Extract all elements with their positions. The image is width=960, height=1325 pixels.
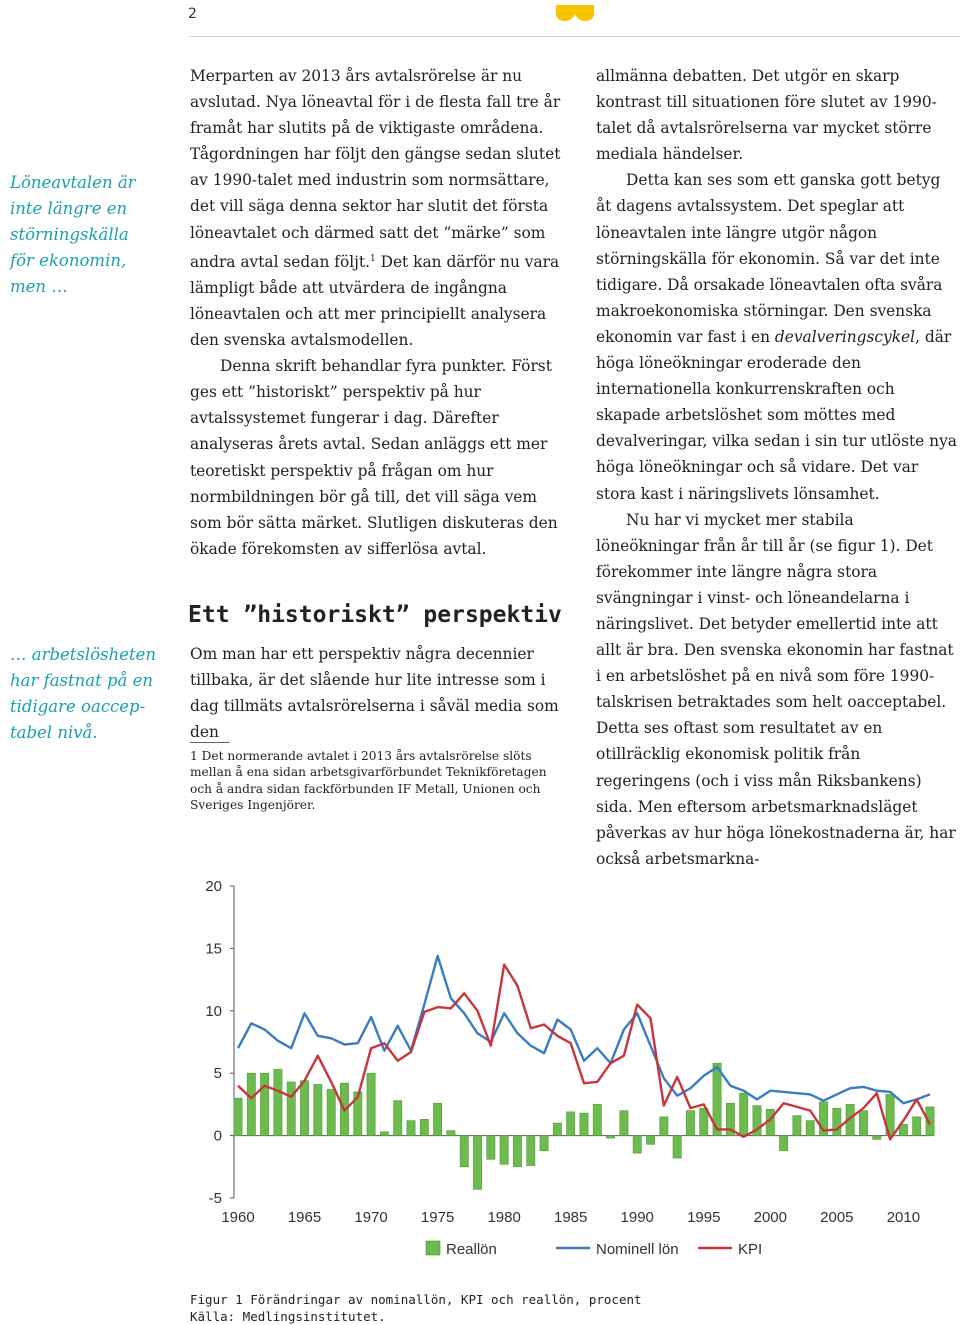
- y-tick-label: 5: [213, 1065, 222, 1083]
- text-column-left: [190, 63, 562, 562]
- bar-reallon: [527, 1136, 535, 1166]
- sidenote-line: … arbetslösheten: [10, 645, 156, 664]
- legend-label: KPI: [738, 1241, 763, 1258]
- bar-reallon: [606, 1136, 614, 1138]
- bar-reallon: [873, 1136, 881, 1140]
- bar-reallon: [620, 1111, 628, 1136]
- sidenote-line: för ekonomin,: [10, 251, 127, 270]
- x-tick-label: 2010: [886, 1209, 921, 1226]
- bar-reallon: [300, 1081, 308, 1136]
- x-tick-label: 1980: [487, 1209, 521, 1226]
- legend-swatch: [426, 1241, 440, 1255]
- paragraph: Om man har ett perspektiv några decennier tillbaka, är det slående hur lite intresse som i dag tillmäts avtalsrörelserna i såväl media som den: [190, 645, 559, 742]
- bar-reallon: [234, 1098, 242, 1135]
- sidenote-line: störningskälla: [10, 225, 129, 244]
- bar-reallon: [553, 1123, 561, 1135]
- paragraph-text: Det kan därför nu vara lämpligt både att utvärdera de ingångna löneavtalen och att mer principiellt analysera den svenska avtalsmodellen.: [190, 252, 560, 350]
- x-tick-label: 2005: [820, 1209, 854, 1226]
- bar-reallon: [779, 1136, 787, 1151]
- page-number: 2: [188, 6, 197, 22]
- bar-reallon: [274, 1069, 282, 1135]
- bar-reallon: [460, 1136, 468, 1167]
- bar-reallon: [500, 1136, 508, 1165]
- footnote-ref: 1: [369, 253, 376, 264]
- bar-reallon: [567, 1112, 575, 1136]
- x-tick-label: 1985: [554, 1209, 588, 1226]
- sidenote-bottom: [10, 642, 180, 746]
- wage-change-chart: [190, 870, 950, 1270]
- y-tick-label: 10: [205, 1002, 222, 1020]
- bar-reallon: [487, 1136, 495, 1160]
- sidenote-line: har fastnat på en: [10, 671, 154, 690]
- legend-label: Reallön: [446, 1241, 497, 1258]
- bar-reallon: [673, 1136, 681, 1158]
- footnote-divider: [190, 742, 230, 743]
- bar-reallon: [327, 1089, 335, 1135]
- legend-label: Nominell lön: [596, 1241, 679, 1258]
- header-divider: [188, 36, 960, 37]
- y-tick-label: 20: [205, 878, 222, 895]
- emphasis-term: devalveringscykel: [774, 327, 916, 346]
- text-column-left-continued: [190, 641, 562, 745]
- paragraph: allmänna debatten. Det utgör en skarp kontrast till situationen före slutet av 1990-talet då avtalsrörelserna var mycket större mediala händelser.: [596, 67, 937, 164]
- sidenote-line: tabel nivå.: [10, 723, 98, 742]
- section-heading: Ett ”historiskt” perspektiv: [188, 602, 562, 628]
- footnote-text: 1 Det normerande avtalet i 2013 års avtalsrörelse slöts mellan å ena sidan arbetsgivarförbundet Teknikföretagen och å andra sidan fackförbunden IF Metall, Unionen och Sveriges Ingenjörer.: [190, 749, 547, 812]
- bar-reallon: [260, 1073, 268, 1135]
- y-tick-label: 0: [213, 1127, 222, 1145]
- bar-reallon: [580, 1113, 588, 1135]
- bar-reallon: [686, 1111, 694, 1136]
- figure-source: Källa: Medlingsinstitutet.: [190, 1309, 386, 1324]
- bar-reallon: [367, 1073, 375, 1135]
- sidenote-line: tidigare oaccep-: [10, 697, 146, 716]
- bar-reallon: [859, 1111, 867, 1136]
- publisher-logo: [554, 3, 596, 23]
- x-tick-label: 1975: [420, 1209, 455, 1226]
- sidenote-line: men …: [10, 277, 68, 296]
- bar-reallon: [287, 1082, 295, 1136]
- bar-reallon: [660, 1117, 668, 1136]
- y-tick-label: -5: [208, 1190, 222, 1207]
- y-tick-label: 15: [205, 940, 222, 958]
- bar-reallon: [433, 1103, 441, 1135]
- x-tick-label: 2000: [753, 1209, 787, 1226]
- paragraph-text: Detta kan ses som ett ganska gott betyg åt dagens avtalssystem. Det speglar att löneavtalen inte längre utgör någon störningskälla för ekonomin. Så var det inte tidigare. Då orsakade löneavtalen ofta svåra makroekonomiska störningar. Den svenska ekonomin var fast i en: [596, 171, 943, 346]
- bar-reallon: [513, 1136, 521, 1167]
- paragraph: Nu har vi mycket mer stabila löneökningar från år till år (se figur 1). Det förekommer inte längre några stora svängningar i vinst- och löneandelarna i näringslivet. Det betyder emellertid inte att allt är bra. Den svenska ekonomin har fastnat i en arbetslöshet på en nivå som före 1990-talskrisen betraktades som helt oacceptabel. Detta ses oftast som resultatet av en otillräcklig ekonomisk politik från regeringens (och i viss mån Riksbankens) sida. Men eftersom arbetsmarknadsläget påverkas av hur höga lönekostnaderna är, har också arbetsmarkna-: [596, 510, 956, 868]
- bar-reallon: [806, 1121, 814, 1136]
- x-tick-label: 1990: [620, 1209, 654, 1226]
- paragraph: Denna skrift behandlar fyra punkter. Först ges ett ”historiskt” perspektiv på hur avtalssystemet fungerar i dag. Därefter analyseras årets avtal. Sedan anläggs ett mer teoretiskt perspektiv på frågan om hur normbildningen bör gå till, det vill säga vem som bör sätta märket. Slutligen diskuteras den ökade förekomsten av sifferlösa avtal.: [190, 357, 558, 558]
- bar-reallon: [740, 1093, 748, 1135]
- bar-reallon: [247, 1073, 255, 1135]
- x-tick-label: 1995: [687, 1209, 721, 1226]
- bar-reallon: [473, 1136, 481, 1190]
- sidenote-top: [10, 170, 175, 300]
- bar-reallon: [633, 1136, 641, 1153]
- bar-reallon: [447, 1131, 455, 1136]
- bar-reallon: [793, 1116, 801, 1136]
- paragraph-text: , där höga löneökningar eroderade den internationella konkurrenskraften och skapade arbetslöshet som möttes med devalveringar, vilka sedan i sin tur utlöste nya höga löneökningar och så vidare. Det var stora kast i näringslivets lönsamhet.: [596, 327, 957, 503]
- x-tick-label: 1970: [354, 1209, 388, 1226]
- bar-reallon: [380, 1132, 388, 1136]
- bar-reallon: [394, 1101, 402, 1136]
- bar-reallon: [646, 1136, 654, 1145]
- bar-reallon: [593, 1104, 601, 1135]
- x-tick-label: 1960: [221, 1209, 255, 1226]
- bar-reallon: [420, 1119, 428, 1135]
- x-tick-label: 1965: [287, 1209, 322, 1226]
- figure-caption: [190, 1291, 642, 1325]
- footnote: [190, 748, 560, 813]
- bar-reallon: [833, 1108, 841, 1135]
- bar-reallon: [314, 1084, 322, 1135]
- paragraph-text: Merparten av 2013 års avtalsrörelse är nu avslutad. Nya löneavtal för i de flesta fall tre år framåt har slutits på de viktigaste områdena. Tågordningen har följt den gängse sedan slutet av 1990-talet med industrin som normsättare, det vill säga denna sektor har slutit det första löneavtalet och därmed satt det ”märke” som andra avtal sedan följt.: [190, 67, 561, 271]
- text-column-right: [596, 63, 958, 872]
- figure-title: Figur 1 Förändringar av nominallön, KPI och reallön, procent: [190, 1292, 642, 1307]
- bar-reallon: [913, 1117, 921, 1136]
- bar-reallon: [540, 1136, 548, 1151]
- sidenote-line: inte längre en: [10, 199, 128, 218]
- bar-reallon: [407, 1121, 415, 1136]
- paragraph: [190, 63, 562, 353]
- paragraph: [596, 167, 958, 506]
- sidenote-line: Löneavtalen är: [10, 173, 136, 192]
